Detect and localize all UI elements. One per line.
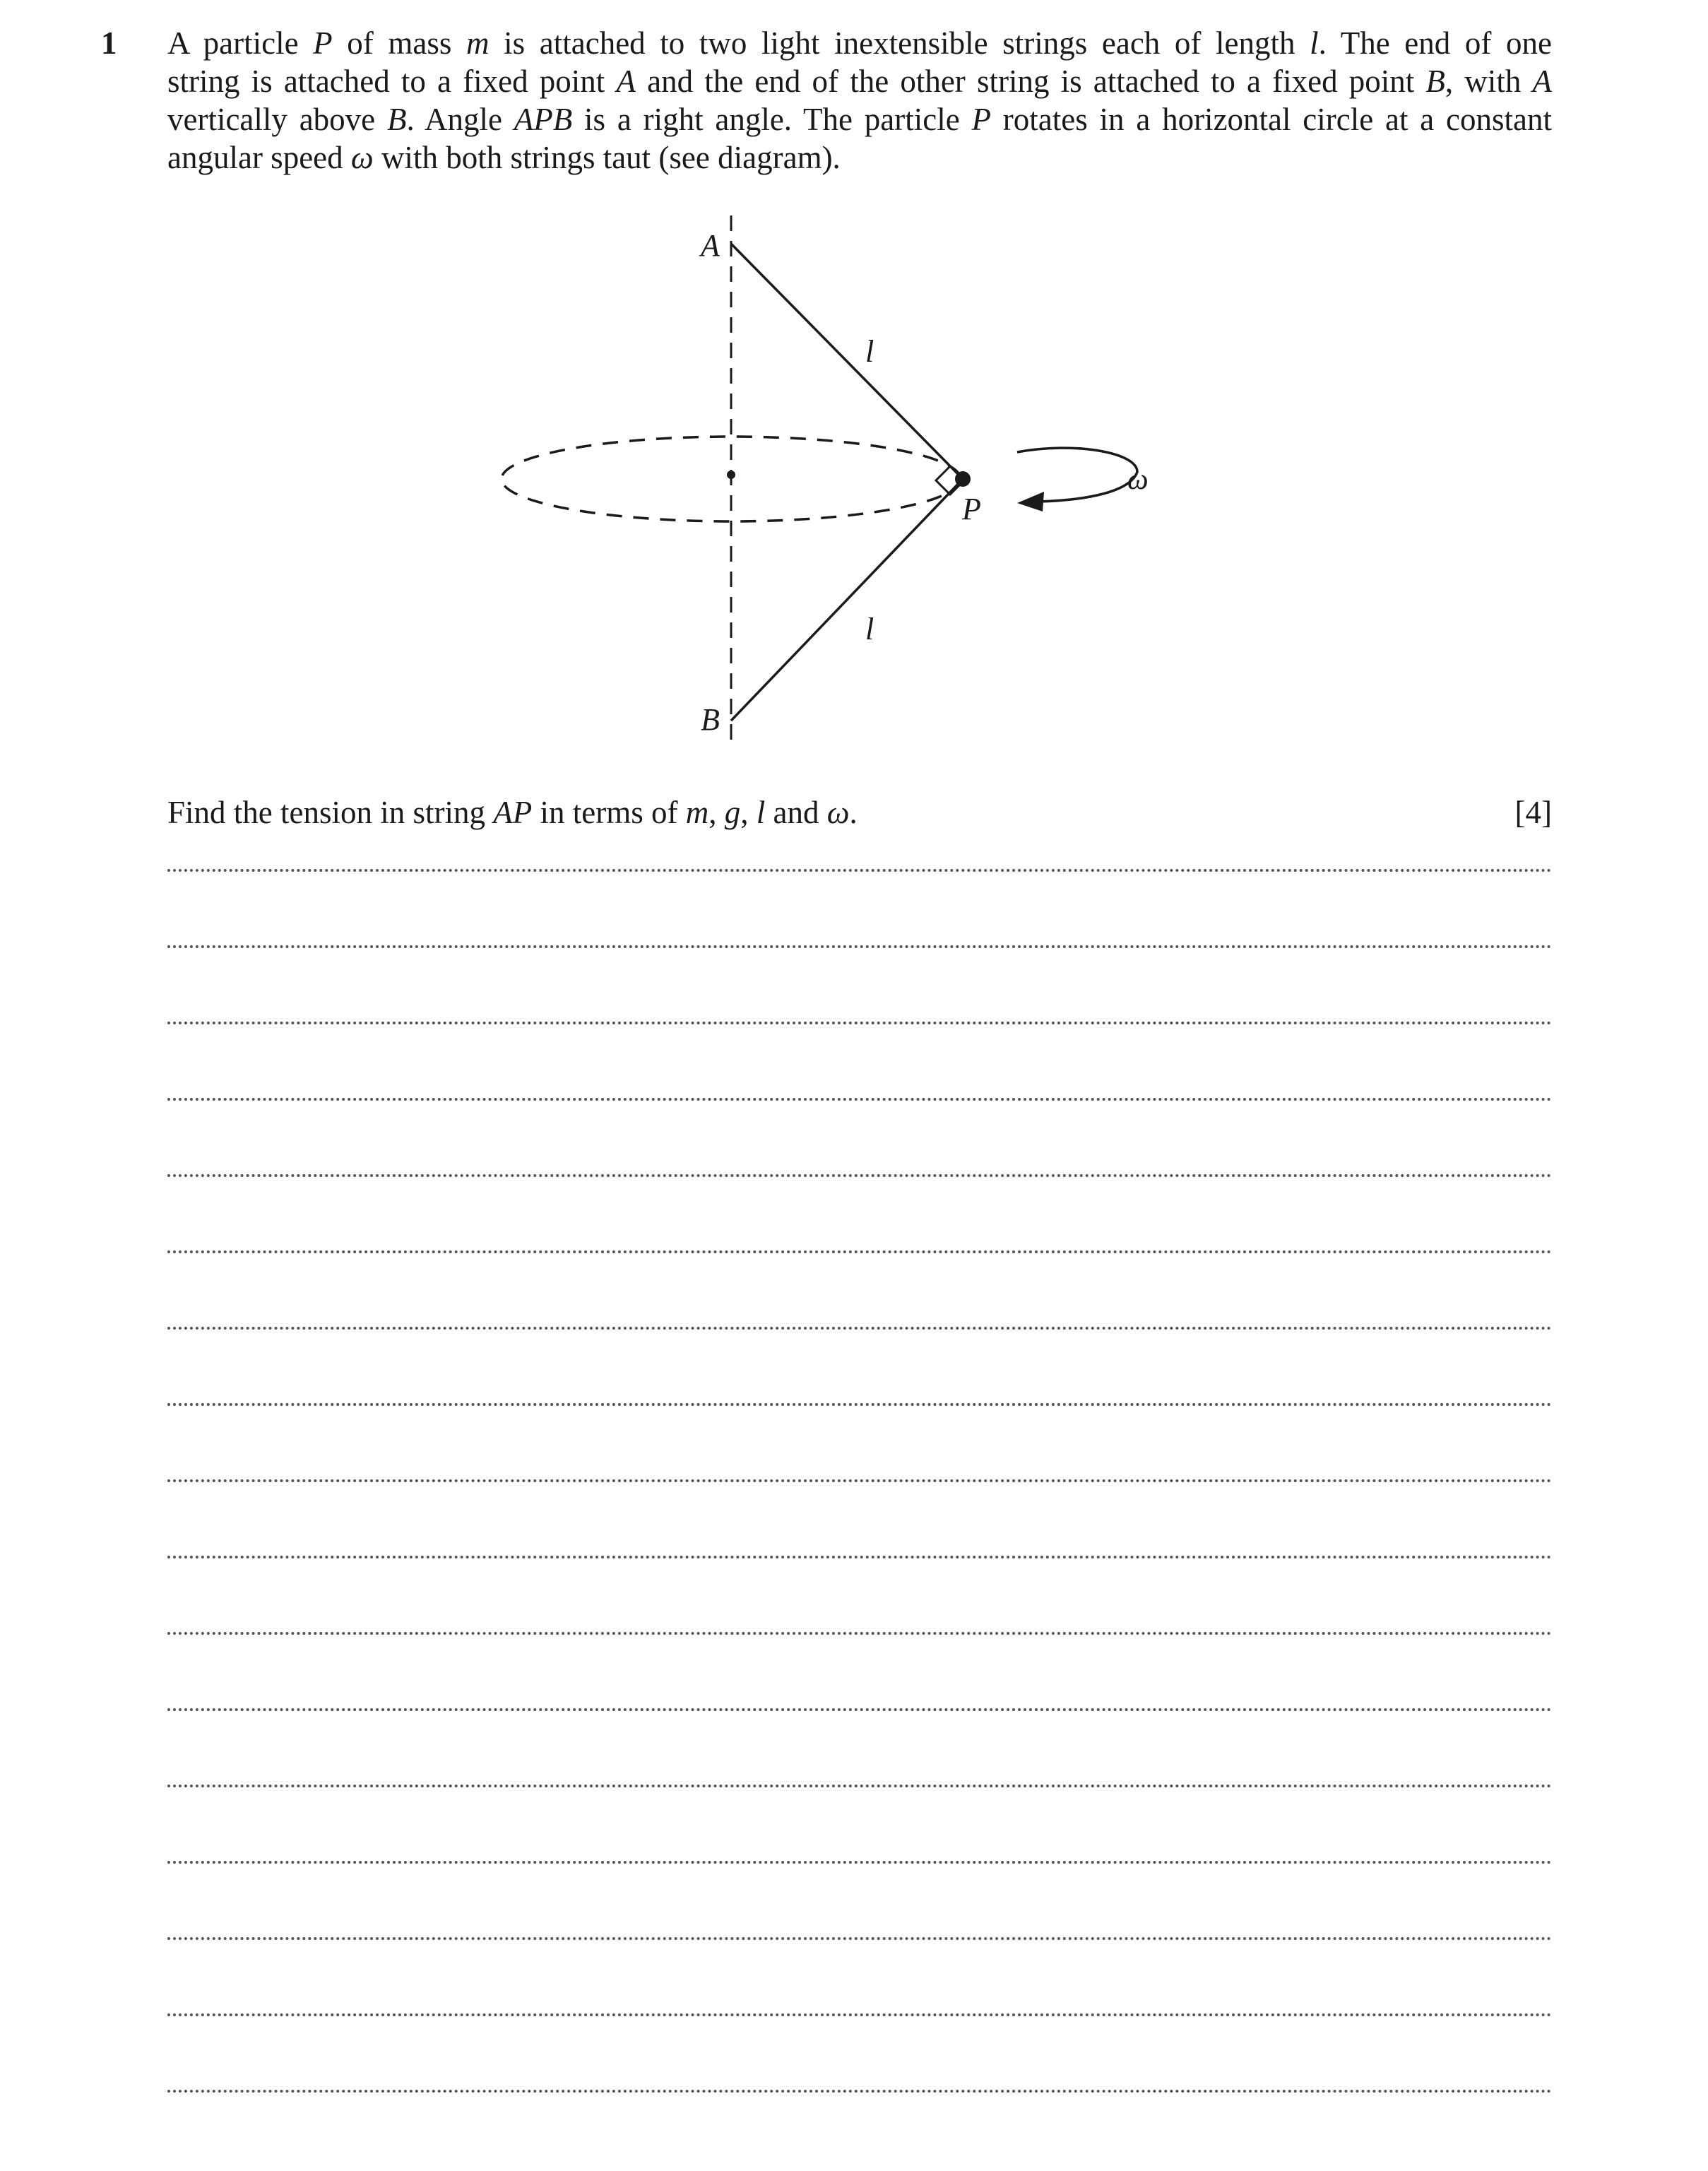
- particle-p: [955, 471, 971, 487]
- answer-line[interactable]: [167, 2090, 1552, 2093]
- answer-line[interactable]: [167, 1479, 1552, 1482]
- question-number: 1: [101, 25, 117, 61]
- italic-symbol: AP: [493, 795, 533, 830]
- italic-symbol: ω: [350, 140, 374, 175]
- answer-line[interactable]: [167, 1327, 1552, 1330]
- italic-symbol: P: [313, 25, 333, 61]
- answer-line[interactable]: [167, 1708, 1552, 1711]
- task-text: Find the tension in string AP in terms of m, g, l and ω.: [167, 795, 858, 830]
- circle-centre: [727, 471, 735, 479]
- label-a: A: [701, 228, 720, 263]
- answer-line[interactable]: [167, 1403, 1552, 1406]
- answer-line[interactable]: [167, 1022, 1552, 1024]
- italic-symbol: l: [1310, 25, 1319, 61]
- label-l-upper: l: [865, 334, 874, 369]
- italic-symbol: l: [756, 795, 766, 830]
- marks-label: [4]: [1514, 795, 1552, 830]
- label-b: B: [701, 702, 720, 737]
- stem-line: angular speed ω with both strings taut (see diagram).: [167, 140, 841, 175]
- italic-symbol: B: [1425, 64, 1445, 99]
- answer-line[interactable]: [167, 1937, 1552, 1940]
- conical-pendulum-diagram: [0, 0, 1708, 777]
- stem-line: A particle P of mass m is attached to two light inextensible strings each of length l. The end of one: [167, 25, 1552, 61]
- label-l-lower: l: [865, 612, 874, 646]
- string-bp: [731, 479, 963, 721]
- answer-line[interactable]: [167, 1785, 1552, 1787]
- answer-area[interactable]: [167, 869, 1552, 2166]
- rotation-arrow: [1017, 448, 1137, 502]
- stem-line: string is attached to a fixed point A and the end of the other string is attached to a fixed point B, with A: [167, 64, 1552, 99]
- answer-line[interactable]: [167, 1098, 1552, 1101]
- answer-line[interactable]: [167, 945, 1552, 948]
- answer-line[interactable]: [167, 2013, 1552, 2016]
- italic-symbol: APB: [514, 102, 573, 137]
- italic-symbol: B: [386, 102, 407, 137]
- task-line: [167, 793, 1552, 832]
- rotation-arrowhead: [1017, 492, 1044, 511]
- italic-symbol: ω: [826, 795, 850, 830]
- italic-symbol: P: [971, 102, 991, 137]
- answer-line[interactable]: [167, 1632, 1552, 1635]
- italic-symbol: A: [616, 64, 636, 99]
- answer-line[interactable]: [167, 1861, 1552, 1864]
- italic-symbol: m: [685, 795, 709, 830]
- italic-symbol: g: [724, 795, 741, 830]
- answer-line[interactable]: [167, 1556, 1552, 1558]
- italic-symbol: A: [1532, 64, 1552, 99]
- answer-line[interactable]: [167, 1250, 1552, 1253]
- answer-line[interactable]: [167, 869, 1552, 872]
- italic-symbol: m: [466, 25, 490, 61]
- label-p: P: [962, 492, 981, 526]
- stem-line: vertically above B. Angle APB is a right angle. The particle P rotates in a horizontal circle at a constant: [167, 102, 1552, 137]
- string-ap: [731, 244, 963, 479]
- label-omega: ω: [1127, 463, 1149, 496]
- answer-line[interactable]: [167, 1174, 1552, 1177]
